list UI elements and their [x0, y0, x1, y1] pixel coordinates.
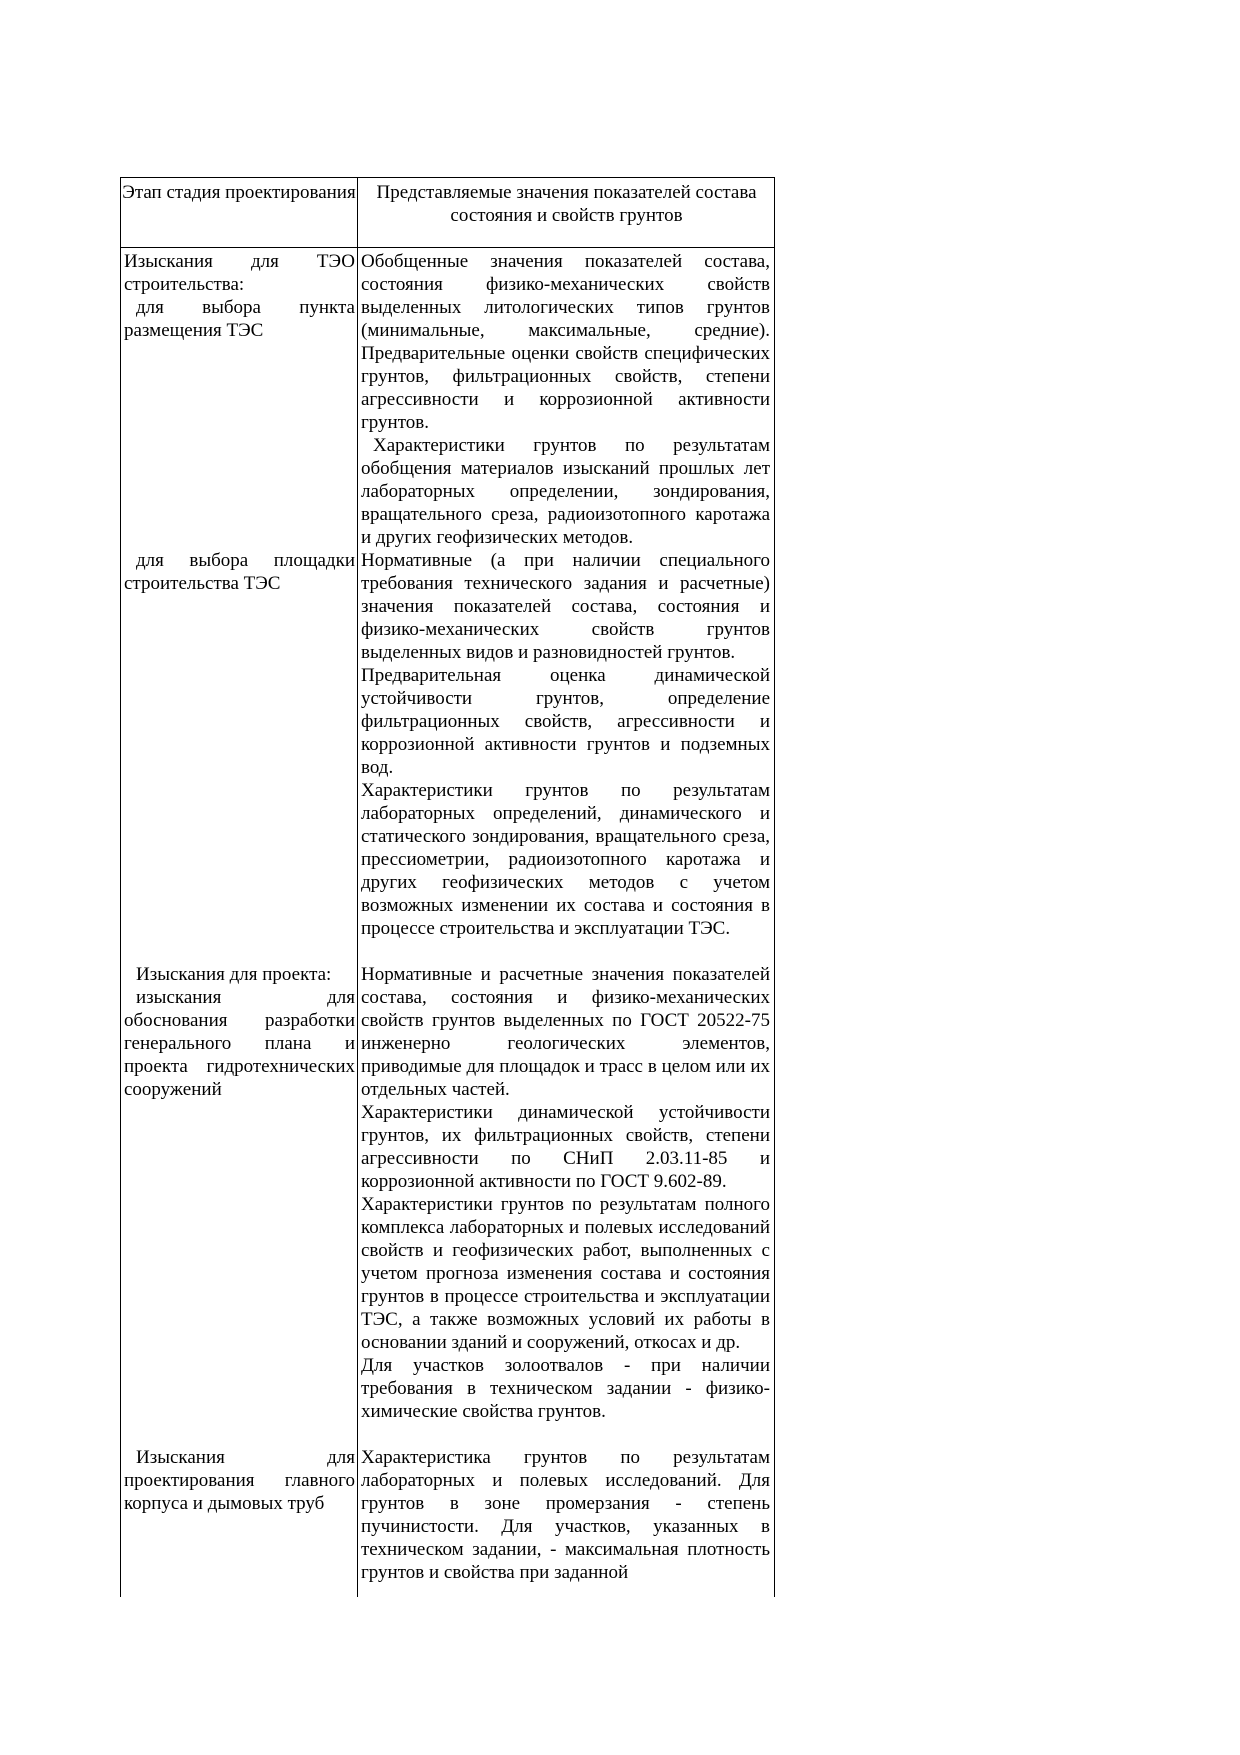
- stage-text: для выбора площадки строительства ТЭС: [124, 550, 355, 594]
- values-text: Характеристики грунтов по результатам обобщения материалов изысканий прошлых лет лабораторных определении, зондирования, вращательного среза, радиоизотопного каротажа и других геофизических методов.: [361, 435, 770, 548]
- stage-text: изыскания для обоснования разработки генерального плана и проекта гидротехнических сооружений: [124, 987, 355, 1100]
- values-text: Обобщенные значения показателей состава, состояния физико-механических свойств выделенных литологических типов грунтов (минимальные, максимальные, средние). Предварительные оценки свойств специфических грунтов, фильтрационных свойств, степени агрессивности и коррозионной активности грунтов.: [361, 251, 770, 433]
- values-text: Для участков золоотвалов - при наличии требования в техническом задании - физико-химические свойства грунтов.: [361, 1355, 770, 1422]
- stage-row-3: [124, 963, 355, 1101]
- values-text: Нормативные и расчетные значения показателей состава, состояния и физико-механических свойств грунтов выделенных по ГОСТ 20522-75 инженерно геологических элементов, приводимые для площадок и трасс в целом или их отдельных частей.: [361, 964, 770, 1100]
- header-values: Представляемые значения показателей состава состояния и свойств грунтов: [376, 182, 757, 226]
- values-text: Характеристики грунтов по результатам полного комплекса лабораторных и полевых исследований свойств и геофизических работ, выполненных с учетом прогноза изменения состава и состояния грунтов в процессе строительства и эксплуатации ТЭС, а также возможных условий их работы в основании зданий и сооружений, откосах и др.: [361, 1194, 770, 1353]
- header-divider: [121, 247, 774, 248]
- values-row-3: [361, 963, 770, 1423]
- soil-properties-table: [120, 177, 775, 1597]
- values-text: Нормативные (а при наличии специального требования технического задания и расчетные) значения показателей состава, состояния и физико-механических свойств грунтов выделенных видов и разновидностей грунтов.: [361, 550, 770, 663]
- values-row-2: [361, 549, 770, 940]
- header-stage: Этап стадия проектирования: [122, 182, 356, 203]
- values-text: Характеристики грунтов по результатам лабораторных определений, динамического и статического зондирования, вращательного среза, прессиометрии, радиоизотопного каротажа и других геофизических методов с учетом возможных изменении их состава и состояния в процессе строительства и эксплуатации ТЭС.: [361, 780, 770, 939]
- stage-row-1: [124, 250, 355, 342]
- values-text: Предварительная оценка динамической устойчивости грунтов, определение фильтрационных свойств, агрессивности и коррозионной активности грунтов и подземных вод.: [361, 665, 770, 778]
- stage-row-2: [124, 549, 355, 595]
- stage-text: Изыскания для проектирования главного корпуса и дымовых труб: [124, 1447, 355, 1514]
- stage-row-4: [124, 1446, 355, 1515]
- values-row-4: [361, 1446, 770, 1584]
- values-row-1: [361, 250, 770, 549]
- values-text: Характеристика грунтов по результатам лабораторных и полевых исследований. Для грунтов в зоне промерзания - степень пучинистости. Для участков, указанных в техническом задании, - максимальная плотность грунтов и свойства при заданной: [361, 1447, 770, 1583]
- values-text: Характеристики динамической устойчивости грунтов, их фильтрационных свойств, степени агрессивности по СНиП 2.03.11-85 и коррозионной активности по ГОСТ 9.602-89.: [361, 1102, 770, 1192]
- stage-text: для выбора пункта размещения ТЭС: [124, 297, 355, 341]
- column-divider: [357, 178, 358, 1597]
- stage-text: Изыскания для ТЭО строительства:: [124, 251, 355, 295]
- stage-text: Изыскания для проекта:: [136, 964, 332, 985]
